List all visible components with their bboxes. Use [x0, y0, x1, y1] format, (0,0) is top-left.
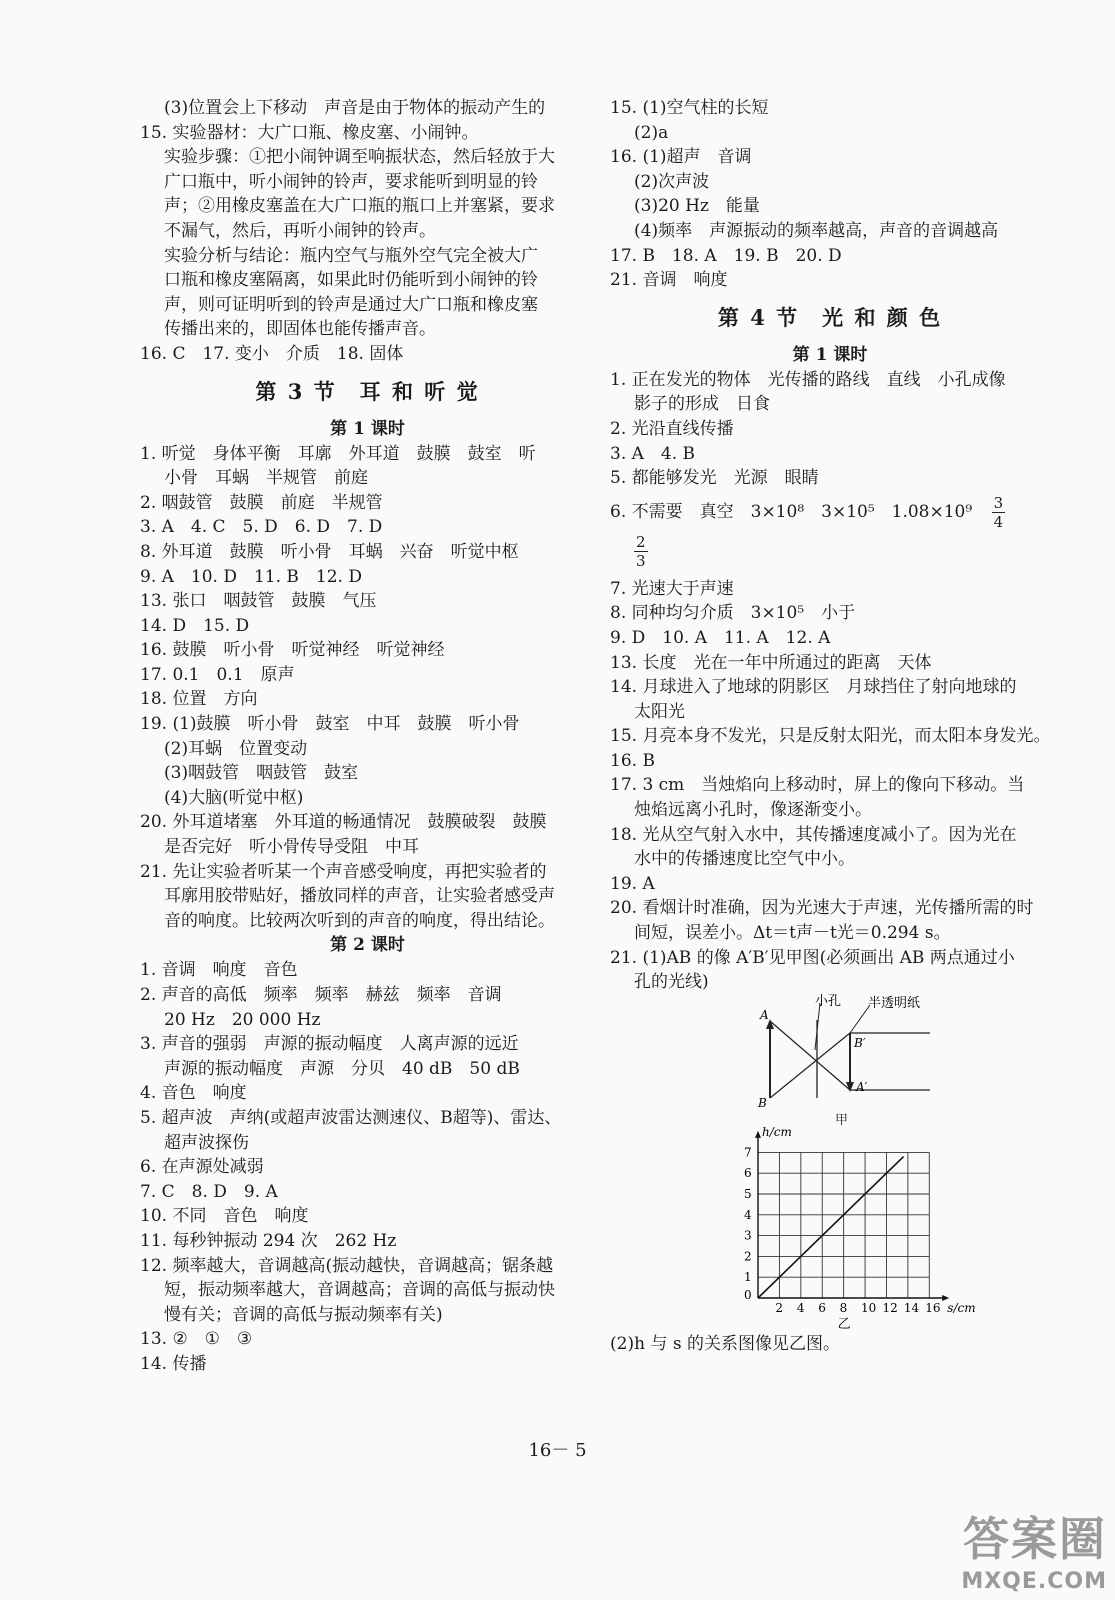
- label-b: B: [758, 1095, 767, 1110]
- label-pinhole: 小孔: [815, 993, 842, 1009]
- answer-line: 17. B 18. A 19. B 20. D: [610, 245, 842, 266]
- answer-line: 水中的传播速度比空气中小。: [634, 849, 855, 870]
- answer-line: 13. 张口 咽鼓管 鼓膜 气压: [140, 591, 377, 612]
- answer-line: 15. 实验器材：大广口瓶、橡皮塞、小闹钟。: [140, 122, 479, 143]
- answer-line: 不漏气，然后，再听小闹钟的铃声。: [164, 220, 436, 241]
- answer-line: (4)大脑(听觉中枢): [164, 787, 304, 808]
- answer-line: 5. 都能够发光 光源 眼睛: [610, 468, 819, 489]
- label-translucent-paper: 半透明纸: [868, 995, 921, 1011]
- leader-line: [850, 1005, 870, 1033]
- answer-line: 6. 在声源处减弱: [140, 1157, 264, 1178]
- answer-line: 15. (1)空气柱的长短: [610, 98, 769, 118]
- answer-line: 烛焰远离小孔时，像逐渐变小。: [634, 800, 872, 821]
- answer-line: 影子的形成 日食: [634, 394, 770, 415]
- y-tick-label: 4: [744, 1207, 752, 1222]
- x-tick-label: 14: [903, 1300, 920, 1315]
- pinhole-diagram: [610, 995, 1050, 1110]
- y-tick-label: 6: [744, 1166, 752, 1181]
- answer-line: 声源的振动幅度 声源 分贝 40 dB 50 dB: [164, 1058, 520, 1079]
- answer-line: 广口瓶中，听小闹钟的铃声，要求能听到明显的铃: [164, 171, 538, 192]
- answer-line: 声，则可证明听到的铃声是通过大广口瓶和橡皮塞: [164, 294, 538, 315]
- answer-line: 17. 0.1 0.1 原声: [140, 664, 295, 685]
- label-a-prime: A′: [856, 1079, 868, 1094]
- answer-line-6: [610, 491, 1050, 533]
- y-tick-label: 2: [744, 1249, 752, 1264]
- answer-line: 慢有关；音调的高低与振动频率有关): [164, 1304, 443, 1325]
- right-column: [610, 96, 1050, 1356]
- answer-line: 小骨 耳蜗 半规管 前庭: [164, 468, 368, 489]
- answer-line: (2)h 与 s 的关系图像见乙图。: [610, 1333, 840, 1354]
- left-column: [140, 96, 595, 1377]
- answer-line: (2)耳蜗 位置变动: [164, 738, 308, 759]
- answer-line: 12. 频率越大，音调越高(振动越快，音调越高；锯条越: [140, 1255, 554, 1276]
- answer-line: 9. A 10. D 11. B 12. D: [140, 566, 362, 587]
- answer-line: 3. A 4. C 5. D 6. D 7. D: [140, 517, 383, 538]
- page-number: 16－ 5: [528, 1440, 587, 1461]
- x-tick-label: 2: [775, 1300, 784, 1315]
- answer-line: 实验步骤：①把小闹钟调至响振状态，然后轻放于大: [164, 147, 555, 168]
- answer-line: 短，振动频率越大，音调越高；音调的高低与振动快: [164, 1280, 555, 1301]
- y-tick-label: 1: [744, 1270, 752, 1285]
- answer-line: 7. C 8. D 9. A: [140, 1181, 278, 1202]
- fraction-numerator: 3: [993, 493, 1004, 512]
- answer-line: 21. 先让实验者听某一个声音感受响度，再把实验者的: [140, 861, 547, 882]
- answer-line: 15. 月亮本身不发光，只是反射太阳光，而太阳本身发光。: [610, 726, 1051, 747]
- answer-line: 18. 位置 方向: [140, 689, 258, 710]
- answer-line: (3)咽鼓管 咽鼓管 鼓室: [164, 763, 359, 784]
- answer-line: 17. 3 cm 当烛焰向上移动时，屏上的像向下移动。当: [610, 775, 1025, 796]
- answer-line: 3. 声音的强弱 声源的振动幅度 人离声源的远近: [140, 1034, 519, 1055]
- x-tick-label: 8: [839, 1300, 848, 1315]
- answer-line: 2. 声音的高低 频率 频率 赫兹 频率 音调: [140, 985, 502, 1005]
- fraction-denominator: 3: [636, 551, 646, 570]
- answer-line: 10. 不同 音色 响度: [140, 1206, 309, 1227]
- answer-line: 21. (1)AB 的像 A′B′见甲图(必须画出 AB 两点通过小: [610, 947, 1015, 968]
- chart-caption: 乙: [837, 1316, 851, 1332]
- answer-line: 孔的光线): [634, 972, 709, 993]
- answer-line: 4. 音色 响度: [140, 1083, 247, 1104]
- answer-line: 9. D 10. A 11. A 12. A: [610, 627, 831, 648]
- y-tick-label: 7: [744, 1145, 752, 1160]
- answer-line: 1. 听觉 身体平衡 耳廓 外耳道 鼓膜 鼓室 听: [140, 443, 536, 464]
- answer-line: 7. 光速大于声速: [610, 578, 734, 599]
- label-b-prime: B′: [854, 1035, 866, 1050]
- x-tick-label: 6: [818, 1300, 826, 1315]
- answer-line: 14. 传播: [140, 1353, 207, 1374]
- answer-line: 14. 月球进入了地球的阴影区 月球挡住了射向地球的: [610, 677, 1017, 698]
- answer-line: 超声波探伤: [164, 1132, 249, 1153]
- answer-line: 是否完好 听小骨传导受阻 中耳: [164, 837, 419, 858]
- watermark-logo: [961, 1503, 1107, 1594]
- answer-line: (3)位置会上下移动 声音是由于物体的振动产生的: [164, 98, 546, 118]
- answer-line: 间短，误差小。Δt＝t声－t光＝0.294 s。: [634, 923, 951, 944]
- answer-line: 8. 同种均匀介质 3×10⁵ 小于: [610, 603, 856, 624]
- answer-line: (2)a: [634, 122, 669, 143]
- answer-line: 19. (1)鼓膜 听小骨 鼓室 中耳 鼓膜 听小骨: [140, 714, 520, 735]
- answer-line: 19. A: [610, 873, 655, 894]
- answer-line: 实验分析与结论：瓶内空气与瓶外空气完全被大广: [164, 245, 538, 266]
- answer-line: 16. 鼓膜 听小骨 听觉神经 听觉神经: [140, 640, 445, 661]
- x-tick-label: 4: [796, 1300, 805, 1315]
- x-tick-label: 12: [882, 1300, 898, 1315]
- answer-line: 18. 光从空气射入水中，其传播速度减小了。因为光在: [610, 824, 1017, 845]
- answer-line: 21. 音调 响度: [610, 270, 728, 291]
- answer-line: (4)频率 声源振动的频率越高，声音的音调越高: [634, 220, 999, 241]
- section-title: 第 4 节 光 和 颜 色: [717, 304, 943, 330]
- answer-line: 16. C 17. 变小 介质 18. 固体: [140, 343, 404, 364]
- lesson-title: 第 2 课时: [330, 935, 405, 956]
- section-title: 第 3 节 耳 和 听 觉: [255, 378, 480, 404]
- light-ray: [770, 1033, 850, 1098]
- answer-line: 音的响度。比较两次听到的声音的响度，得出结论。: [164, 910, 555, 931]
- fraction-numerator: 2: [636, 532, 646, 551]
- label-a: A: [760, 1007, 769, 1022]
- answer-line: (2)次声波: [634, 171, 710, 192]
- x-tick-label: 0: [744, 1287, 752, 1302]
- answer-line: 13. ② ① ③: [140, 1329, 253, 1350]
- answer-line: 1. 正在发光的物体 光传播的路线 直线 小孔成像: [610, 369, 1006, 390]
- figure-yi: [610, 1124, 1050, 1332]
- light-ray: [770, 1021, 850, 1090]
- answer-line: 口瓶和橡皮塞隔离，如果此时仍能听到小闹钟的铃: [164, 270, 538, 291]
- watermark-url: MXQE.COM: [961, 1569, 1107, 1594]
- x-tick-label: 10: [861, 1300, 877, 1315]
- answer-line: 太阳光: [634, 701, 685, 722]
- arrow-up-icon: [755, 1131, 761, 1138]
- y-axis-label: h/cm: [762, 1124, 792, 1139]
- lesson-title: 第 1 课时: [330, 418, 405, 439]
- answer-line: 16. (1)超声 音调: [610, 147, 752, 168]
- h-s-chart: [610, 1124, 1050, 1332]
- y-tick-label: 3: [744, 1228, 752, 1243]
- fraction-line: [610, 533, 1050, 577]
- fraction: [992, 494, 1006, 531]
- answer-line: 20 Hz 20 000 Hz: [164, 1009, 321, 1030]
- answer-line: 耳廓用胶带贴好，播放同样的声音，让实验者感受声: [164, 886, 555, 907]
- answer-line: 1. 音调 响度 音色: [140, 960, 298, 981]
- answer-line: 3. A 4. B: [610, 443, 696, 464]
- watermark-text: 答案圈: [963, 1512, 1107, 1566]
- answer-line: 20. 看烟计时准确，因为光速大于声速，光传播所需的时: [610, 898, 1034, 919]
- figure-caption: 甲: [835, 1112, 849, 1128]
- answer-text: 6. 不需要 真空 3×10⁸ 3×10⁵ 1.08×10⁹: [610, 501, 973, 522]
- answer-line: 声；②用橡皮塞盖在大广口瓶的瓶口上并塞紧，要求: [164, 196, 555, 217]
- lesson-title: 第 1 课时: [792, 344, 868, 365]
- x-tick-label: 16: [925, 1300, 941, 1315]
- answer-line: 8. 外耳道 鼓膜 听小骨 耳蜗 兴奋 听觉中枢: [140, 541, 519, 562]
- answer-line: 11. 每秒钟振动 294 次 262 Hz: [140, 1230, 397, 1251]
- answer-line: 13. 长度 光在一年中所通过的距离 天体: [610, 652, 932, 673]
- answer-line: 14. D 15. D: [140, 615, 250, 636]
- fraction-denominator: 4: [993, 512, 1004, 531]
- answer-line: (3)20 Hz 能量: [634, 196, 760, 217]
- answer-line: 20. 外耳道堵塞 外耳道的畅通情况 鼓膜破裂 鼓膜: [140, 812, 547, 833]
- answer-line: 5. 超声波 声纳(或超声波雷达测速仪、B超等)、雷达、: [140, 1107, 562, 1128]
- answer-line: 2. 光沿直线传播: [610, 418, 734, 439]
- answer-line: 传播出来的，即固体也能传播声音。: [164, 319, 436, 340]
- answer-line: 2. 咽鼓管 鼓膜 前庭 半规管: [140, 492, 383, 513]
- x-axis-label: s/cm: [947, 1300, 976, 1315]
- fraction: [634, 533, 648, 570]
- y-tick-label: 5: [744, 1186, 752, 1201]
- figure-jia: [610, 995, 1050, 1110]
- answer-line: 16. B: [610, 750, 655, 771]
